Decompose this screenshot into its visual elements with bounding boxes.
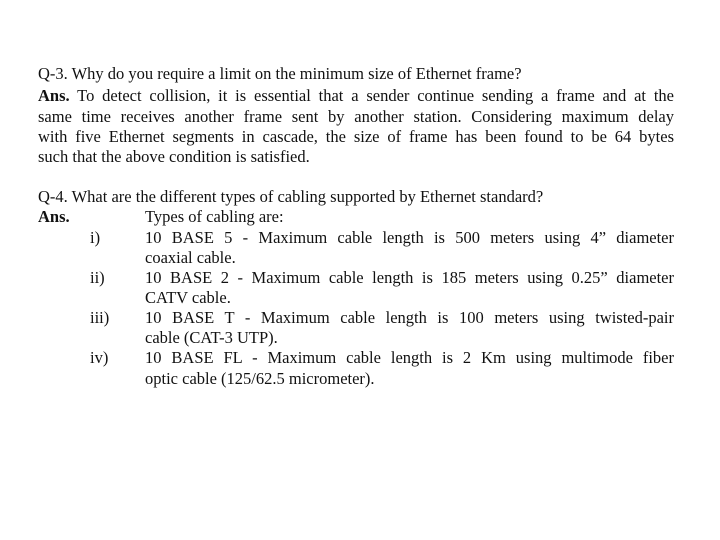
q4-ans-label: Ans. xyxy=(38,207,70,226)
q4-item-4-line-1: 10 BASE FL - Maximum cable length is 2 Km using multimode fiber xyxy=(145,348,674,367)
q4-intro: Types of cabling are: xyxy=(145,207,284,226)
q4-item-3-line-2: cable (CAT-3 UTP). xyxy=(145,328,278,347)
q3-answer-line-2: same time receives another frame sent by another station. Considering maximum delay xyxy=(38,107,674,126)
q4-item-2-line-1: 10 BASE 2 - Maximum cable length is 185 meters using 0.25” diameter xyxy=(145,268,674,287)
q3-ans-label: Ans. xyxy=(38,86,70,105)
q4-item-1-line-1: 10 BASE 5 - Maximum cable length is 500 meters using 4” diameter xyxy=(145,228,674,247)
q4-question: Q-4. What are the different types of cabling supported by Ethernet standard? xyxy=(38,187,544,206)
q3-answer-line-1: Ans. To detect collision, it is essential that a sender continue sending a frame and at the xyxy=(38,86,675,105)
q3-answer-line-4: such that the above condition is satisfied. xyxy=(38,147,310,166)
q4-item-4-line-2: optic cable (125/62.5 micrometer). xyxy=(145,369,375,388)
q4-item-1-line-2: coaxial cable. xyxy=(145,248,236,267)
q4-item-1-number: i) xyxy=(90,228,101,247)
q4-item-3-number: iii) xyxy=(90,308,110,327)
q4-item-2-number: ii) xyxy=(90,268,105,287)
q3-question: Q-3. Why do you require a limit on the minimum size of Ethernet frame? xyxy=(38,64,522,83)
q4-item-4-number: iv) xyxy=(90,348,109,367)
q4-item-3-line-1: 10 BASE T - Maximum cable length is 100 meters using twisted-pair xyxy=(145,308,674,327)
q3-answer-line-3: with five Ethernet segments in cascade, the size of frame has been found to be 64 bytes xyxy=(38,127,674,146)
q4-item-2-line-2: CATV cable. xyxy=(145,288,231,307)
